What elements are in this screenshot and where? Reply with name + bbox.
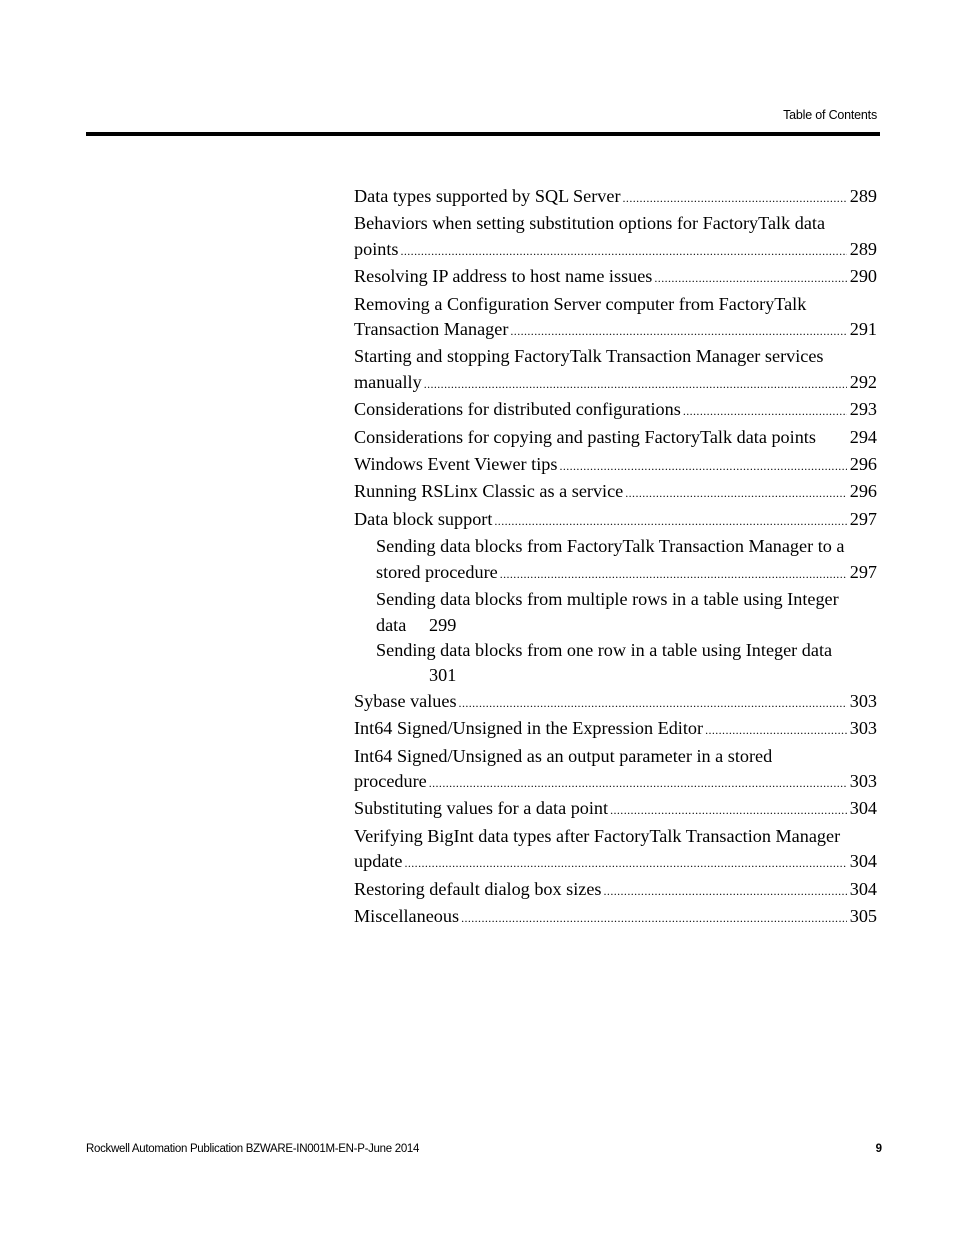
toc-page-number: 299 — [429, 614, 457, 635]
toc-entry[interactable] — [354, 507, 877, 534]
toc-entry-text: data — [376, 614, 407, 635]
toc-page-number: 296 — [849, 454, 877, 475]
toc-entry-text: Int64 Signed/Unsigned in the Expression Editor — [354, 718, 704, 739]
toc-page-number: 294 — [849, 426, 877, 447]
toc-page-number: 297 — [849, 508, 877, 529]
toc-page-number: 289 — [849, 238, 877, 259]
toc-entry[interactable] — [354, 397, 877, 424]
toc-entry-text: stored procedure — [376, 561, 498, 582]
toc-page-number: 301 — [429, 665, 457, 686]
toc-entry-text: Resolving IP address to host name issues — [354, 266, 653, 287]
dot-leader — [683, 399, 847, 424]
toc-entry[interactable] — [354, 292, 877, 345]
toc-entry-text: Behaviors when setting substitution options for FactoryTalk data — [354, 213, 826, 234]
toc-entry-text: Data types supported by SQL Server — [354, 186, 621, 206]
toc-entry-text: Sybase values — [354, 690, 457, 711]
toc-entry-text: Considerations for distributed configurations — [354, 399, 681, 420]
toc-entry-text: points — [354, 238, 399, 259]
dot-leader — [705, 718, 847, 743]
toc-page-number: 304 — [849, 798, 877, 819]
toc-entry-text: Removing a Configuration Server computer from FactoryTalk — [354, 293, 807, 314]
dot-leader — [459, 691, 847, 716]
dot-leader — [559, 454, 846, 479]
toc-entry[interactable] — [354, 824, 877, 877]
toc-entry-text: Running RSLinx Classic as a service — [354, 481, 624, 502]
toc-entry-text: Substituting values for a data point — [354, 798, 609, 819]
dot-leader — [625, 481, 846, 506]
toc-entry[interactable] — [354, 638, 877, 689]
toc-entry[interactable] — [354, 904, 877, 931]
toc-entry-text: Verifying BigInt data types after FactoryTalk Transaction Manager — [354, 825, 841, 846]
toc-entry-text: Int64 Signed/Unsigned as an output parameter in a stored — [354, 745, 773, 766]
toc-entry[interactable] — [354, 211, 877, 264]
dot-leader — [400, 239, 846, 264]
toc-entry-text: Considerations for copying and pasting FactoryTalk data points — [354, 426, 816, 447]
toc-page-number: 303 — [849, 718, 877, 739]
toc-entry[interactable] — [354, 344, 877, 397]
toc-page-number: 303 — [849, 770, 877, 791]
dot-leader — [610, 798, 847, 823]
toc-page-number: 291 — [849, 319, 877, 340]
dot-leader — [404, 851, 846, 876]
toc-page-number: 305 — [849, 905, 877, 926]
table-of-contents — [354, 184, 877, 931]
footer-page-number: 9 — [875, 1143, 882, 1155]
toc-entry-text: Sending data blocks from multiple rows in a table using Integer — [376, 589, 839, 610]
toc-entry[interactable] — [354, 479, 877, 506]
dot-leader — [500, 562, 847, 587]
dot-leader — [510, 319, 846, 344]
toc-entry-text: update — [354, 851, 403, 872]
toc-page-number: 290 — [849, 266, 877, 287]
toc-entry-text: Restoring default dialog box sizes — [354, 878, 602, 899]
toc-entry[interactable] — [354, 452, 877, 479]
toc-entry-text: Data block support — [354, 508, 493, 529]
dot-leader — [429, 771, 847, 796]
toc-entry-text: Starting and stopping FactoryTalk Transaction Manager services — [354, 346, 824, 367]
toc-entry[interactable] — [354, 264, 877, 291]
toc-entry[interactable] — [354, 744, 877, 797]
toc-entry-text: Miscellaneous — [354, 905, 460, 926]
footer-publication: Rockwell Automation Publication BZWARE-IN001M-EN-P-June 2014 — [86, 1143, 420, 1155]
toc-entry-text: manually — [354, 371, 422, 392]
toc-entry[interactable] — [354, 425, 877, 452]
toc-page-number: 304 — [849, 851, 877, 872]
dot-leader — [654, 266, 846, 291]
toc-entry[interactable] — [354, 587, 877, 638]
toc-entry[interactable] — [354, 796, 877, 823]
toc-page-number: 293 — [849, 399, 877, 420]
page-header-title: Table of Contents — [783, 108, 877, 122]
toc-entry-text: Windows Event Viewer tips — [354, 454, 558, 475]
toc-entry[interactable] — [354, 689, 877, 716]
dot-leader — [494, 509, 846, 534]
toc-entry-text: Transaction Manager — [354, 319, 509, 340]
toc-page-number: 289 — [849, 186, 877, 206]
header-rule — [86, 132, 880, 136]
toc-entry[interactable] — [354, 184, 877, 211]
dot-leader — [623, 186, 847, 211]
toc-entry-text: Sending data blocks from one row in a table using Integer data — [376, 639, 833, 660]
toc-entry-text: procedure — [354, 770, 427, 791]
toc-entry[interactable] — [354, 534, 877, 587]
toc-entry[interactable] — [354, 716, 877, 743]
toc-page-number: 292 — [849, 371, 877, 392]
toc-page-number: 304 — [849, 878, 877, 899]
dot-leader — [604, 879, 847, 904]
dot-leader — [461, 906, 847, 931]
toc-page-number: 297 — [849, 561, 877, 582]
toc-entry-text: Sending data blocks from FactoryTalk Transaction Manager to a — [376, 536, 845, 557]
toc-entry[interactable] — [354, 877, 877, 904]
toc-page-number: 303 — [849, 690, 877, 711]
dot-leader — [424, 372, 847, 397]
toc-page-number: 296 — [849, 481, 877, 502]
